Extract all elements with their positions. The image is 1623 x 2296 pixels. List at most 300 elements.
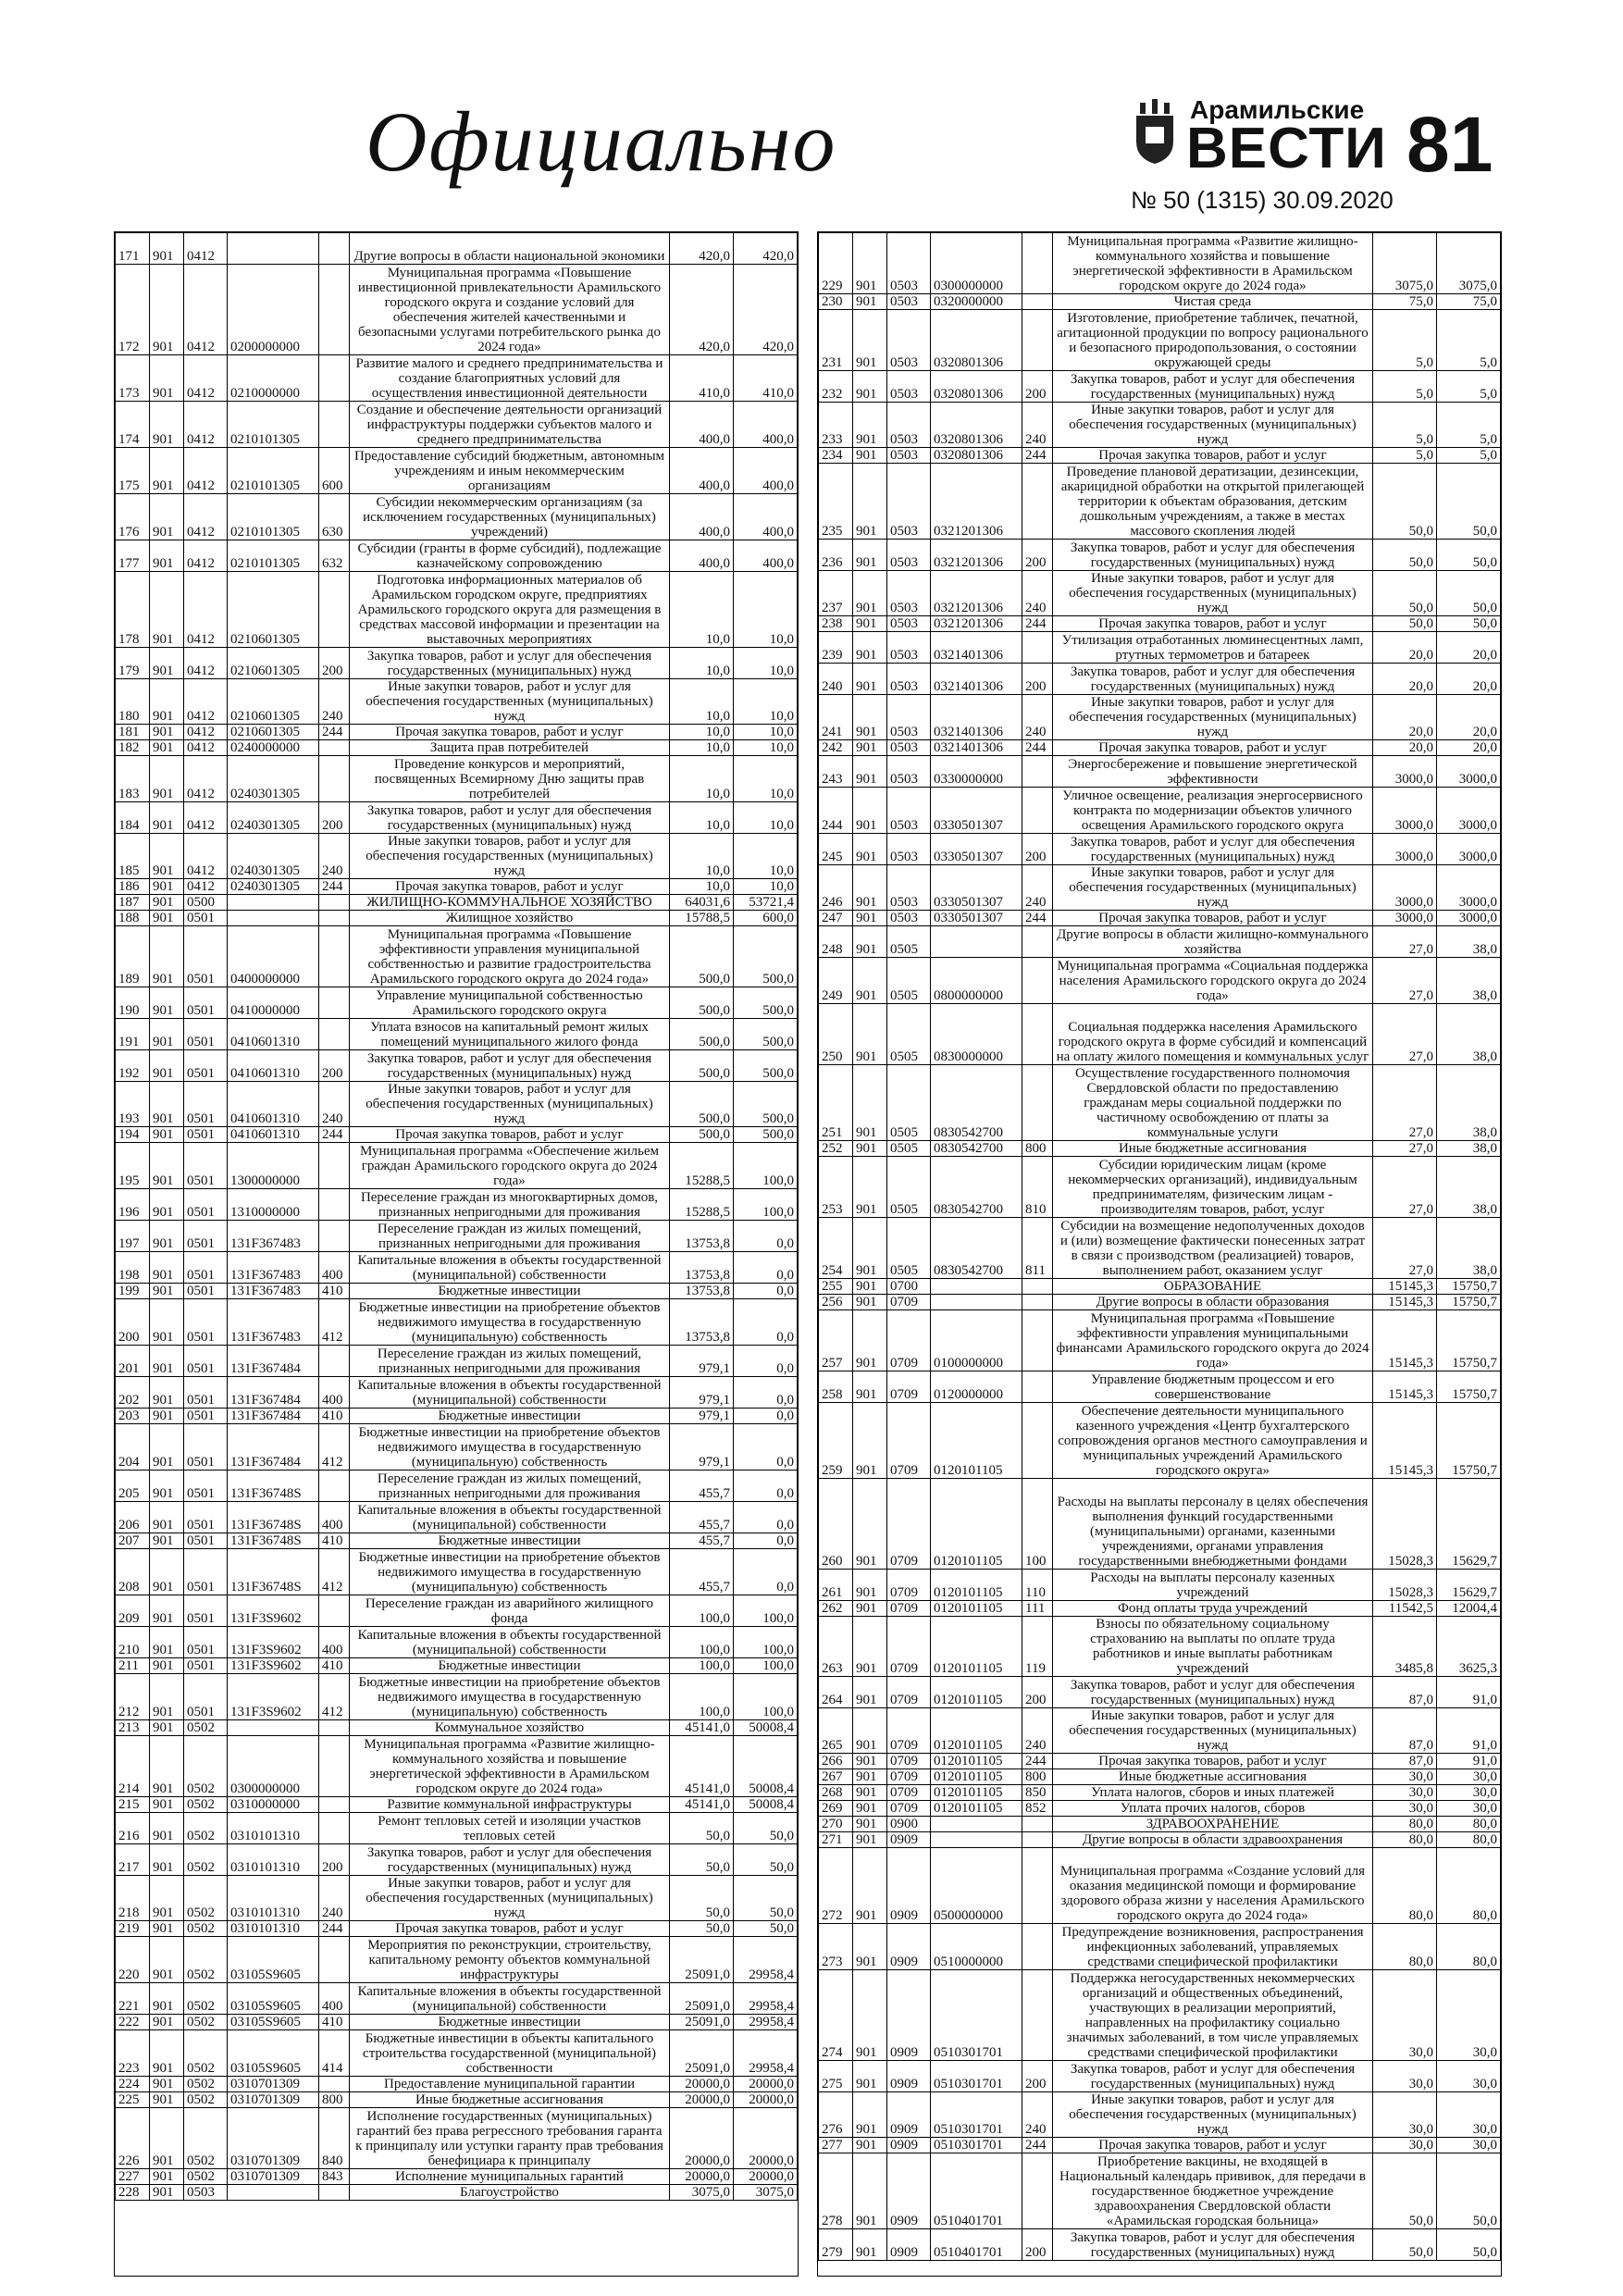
table-row <box>116 1937 798 1983</box>
amount-2021: 5,0 <box>1373 371 1437 403</box>
description: Управление муниципальной собственностью Арамильского городского округа <box>350 987 670 1019</box>
description: Иные закупки товаров, работ и услуг для обеспечения государственных (муниципальных) нужд <box>1053 695 1373 740</box>
amount-2022: 15629,7 <box>1437 1479 1501 1570</box>
amount-2021: 500,0 <box>670 1082 734 1127</box>
amount-2022: 38,0 <box>1437 926 1501 958</box>
table-row <box>116 1346 798 1377</box>
row-number: 171 <box>116 233 150 265</box>
expense-type: 240 <box>319 1082 350 1127</box>
expense-type: 632 <box>319 540 350 572</box>
table-row <box>819 632 1501 664</box>
grbs-code: 901 <box>150 1424 184 1471</box>
table-row <box>116 1502 798 1533</box>
description: Осуществление государственного полномочия Свердловской области по предоставлению гражданам меры социальной поддержки по частичному освобождению от платы за коммунальные услуги <box>1053 1065 1373 1141</box>
target-code: 0410601310 <box>228 1050 319 1082</box>
grbs-code: 901 <box>853 2092 887 2138</box>
amount-2021: 3000,0 <box>1373 834 1437 865</box>
amount-2021: 15145,3 <box>1373 1403 1437 1479</box>
amount-2022: 10,0 <box>734 725 798 740</box>
target-code: 131F36748S <box>228 1549 319 1595</box>
amount-2022: 0,0 <box>734 1299 798 1346</box>
amount-2021: 50,0 <box>670 1844 734 1876</box>
expense-type <box>1022 1310 1053 1371</box>
grbs-code: 901 <box>853 1218 887 1279</box>
amount-2021: 87,0 <box>1373 1677 1437 1708</box>
row-number: 220 <box>116 1937 150 1983</box>
expense-type: 800 <box>1022 1769 1053 1785</box>
row-number: 203 <box>116 1409 150 1424</box>
target-code: 0120101105 <box>931 1601 1022 1617</box>
target-code: 0120101105 <box>931 1570 1022 1601</box>
description: Капитальные вложения в объекты государственной (муниципальной) собственности <box>350 1983 670 2015</box>
description: Социальная поддержка населения Арамильского городского округа в форме субсидий и компенсаций на оплату жилого помещения и коммунальных услуг <box>1053 1004 1373 1065</box>
description: Муниципальная программа «Повышение эффективности управления муниципальными финансами Арамильского городского округа до 2024 года» <box>1053 1310 1373 1371</box>
amount-2021: 10,0 <box>670 802 734 834</box>
target-code: 131F36748S <box>228 1471 319 1502</box>
amount-2021: 25091,0 <box>670 2015 734 2030</box>
target-code: 0321401306 <box>931 740 1022 756</box>
expense-type: 843 <box>319 2169 350 2185</box>
grbs-code: 901 <box>853 1801 887 1817</box>
table-row <box>116 2077 798 2092</box>
table-row <box>116 725 798 740</box>
expense-type: 200 <box>1022 664 1053 695</box>
section-code: 0909 <box>887 1832 931 1848</box>
description: Капитальные вложения в объекты государственной (муниципальной) собственности <box>350 1627 670 1658</box>
table-row <box>819 1769 1501 1785</box>
table-row <box>116 1876 798 1921</box>
description: Переселение граждан из аварийного жилищного фонда <box>350 1595 670 1627</box>
amount-2021: 100,0 <box>670 1595 734 1627</box>
section-code: 0503 <box>887 756 931 788</box>
expense-type: 410 <box>319 1284 350 1299</box>
description: Переселение граждан из жилых помещений, признанных непригодными для проживания <box>350 1221 670 1252</box>
expense-type <box>1022 1817 1053 1832</box>
table-row <box>819 958 1501 1004</box>
grbs-code: 901 <box>150 1720 184 1736</box>
description: Прочая закупка товаров, работ и услуг <box>350 879 670 895</box>
grbs-code: 901 <box>853 233 887 294</box>
amount-2021: 455,7 <box>670 1533 734 1549</box>
target-code: 0330501307 <box>931 911 1022 926</box>
table-row <box>819 788 1501 834</box>
row-number: 249 <box>819 958 853 1004</box>
row-number: 201 <box>116 1346 150 1377</box>
grbs-code: 901 <box>853 1677 887 1708</box>
grbs-code: 901 <box>150 265 184 355</box>
description: Создание и обеспечение деятельности организаций инфраструктуры поддержки субъектов малого и среднего предпринимательства <box>350 402 670 448</box>
section-code: 0501 <box>184 1346 228 1377</box>
table-row <box>819 756 1501 788</box>
amount-2022: 5,0 <box>1437 403 1501 448</box>
amount-2021: 500,0 <box>670 1019 734 1050</box>
row-number: 239 <box>819 632 853 664</box>
grbs-code: 901 <box>853 788 887 834</box>
row-number: 262 <box>819 1601 853 1617</box>
grbs-code: 901 <box>853 1570 887 1601</box>
row-number: 278 <box>819 2153 853 2229</box>
table-row <box>819 1817 1501 1832</box>
amount-2022: 80,0 <box>1437 1817 1501 1832</box>
amount-2022: 600,0 <box>734 911 798 926</box>
target-code: 131F3S9602 <box>228 1627 319 1658</box>
row-number: 174 <box>116 402 150 448</box>
table-row <box>819 1754 1501 1769</box>
section-code: 0505 <box>887 1157 931 1218</box>
amount-2022: 5,0 <box>1437 371 1501 403</box>
expense-type <box>1022 1832 1053 1848</box>
grbs-code: 901 <box>150 1377 184 1409</box>
amount-2021: 50,0 <box>1373 2229 1437 2261</box>
amount-2021: 45141,0 <box>670 1720 734 1736</box>
table-row <box>116 448 798 494</box>
target-code: 0300000000 <box>228 1736 319 1797</box>
table-row <box>819 2153 1501 2229</box>
grbs-code: 901 <box>150 1797 184 1813</box>
table-row <box>819 911 1501 926</box>
description: Переселение граждан из жилых помещений, признанных непригодными для проживания <box>350 1346 670 1377</box>
row-number: 214 <box>116 1736 150 1797</box>
amount-2022: 100,0 <box>734 1627 798 1658</box>
table-row <box>116 1658 798 1674</box>
section-title: Официально <box>365 94 837 189</box>
description: Другие вопросы в области национальной экономики <box>350 233 670 265</box>
amount-2022: 50,0 <box>1437 571 1501 616</box>
section-code: 0502 <box>184 2108 228 2169</box>
section-code: 0502 <box>184 2077 228 2092</box>
row-number: 193 <box>116 1082 150 1127</box>
table-row <box>819 310 1501 371</box>
table-row <box>819 448 1501 464</box>
row-number: 270 <box>819 1817 853 1832</box>
table-row <box>116 679 798 725</box>
table-row <box>819 464 1501 540</box>
target-code: 131F3S9602 <box>228 1595 319 1627</box>
table-row <box>116 1549 798 1595</box>
amount-2021: 10,0 <box>670 834 734 879</box>
row-number: 238 <box>819 616 853 632</box>
expense-type: 400 <box>319 1502 350 1533</box>
section-code: 0709 <box>887 1677 931 1708</box>
grbs-code: 901 <box>150 2077 184 2092</box>
amount-2022: 20,0 <box>1437 632 1501 664</box>
expense-type: 800 <box>319 2092 350 2108</box>
amount-2021: 10,0 <box>670 756 734 802</box>
grbs-code: 901 <box>150 1533 184 1549</box>
amount-2022: 29958,4 <box>734 2015 798 2030</box>
table-row <box>116 1627 798 1658</box>
grbs-code: 901 <box>853 1371 887 1403</box>
grbs-code: 901 <box>150 1674 184 1720</box>
amount-2021: 10,0 <box>670 725 734 740</box>
section-code: 0503 <box>887 911 931 926</box>
grbs-code: 901 <box>150 879 184 895</box>
expense-type: 630 <box>319 494 350 540</box>
row-number: 225 <box>116 2092 150 2108</box>
brand-big: ВЕСТИ <box>1186 117 1387 180</box>
amount-2022: 15750,7 <box>1437 1295 1501 1310</box>
expense-type: 119 <box>1022 1617 1053 1677</box>
amount-2021: 400,0 <box>670 494 734 540</box>
section-code: 0503 <box>887 540 931 571</box>
table-row <box>819 1065 1501 1141</box>
expense-type: 200 <box>1022 371 1053 403</box>
row-number: 264 <box>819 1677 853 1708</box>
description: Фонд оплаты труда учреждений <box>1053 1601 1373 1617</box>
grbs-code: 901 <box>853 926 887 958</box>
grbs-code: 901 <box>853 1617 887 1677</box>
amount-2022: 3000,0 <box>1437 911 1501 926</box>
expense-type: 200 <box>1022 834 1053 865</box>
table-row <box>116 2030 798 2077</box>
amount-2021: 80,0 <box>1373 1832 1437 1848</box>
expense-type: 200 <box>1022 540 1053 571</box>
grbs-code: 901 <box>150 1284 184 1299</box>
row-number: 248 <box>819 926 853 958</box>
amount-2021: 10,0 <box>670 740 734 756</box>
table-row <box>819 1218 1501 1279</box>
amount-2021: 500,0 <box>670 1050 734 1082</box>
table-row <box>116 1252 798 1284</box>
amount-2022: 10,0 <box>734 802 798 834</box>
expense-type <box>319 1143 350 1189</box>
section-code: 0700 <box>887 1279 931 1295</box>
expense-type <box>319 1346 350 1377</box>
section-code: 0503 <box>887 664 931 695</box>
table-row <box>116 1019 798 1050</box>
amount-2021: 64031,6 <box>670 895 734 911</box>
table-row <box>819 1924 1501 1970</box>
target-code: 0310101310 <box>228 1921 319 1937</box>
section-code: 0412 <box>184 402 228 448</box>
amount-2021: 20000,0 <box>670 2092 734 2108</box>
description: Закупка товаров, работ и услуг для обеспечения государственных (муниципальных) нужд <box>1053 1677 1373 1708</box>
amount-2021: 3000,0 <box>1373 911 1437 926</box>
amount-2022: 400,0 <box>734 448 798 494</box>
grbs-code: 901 <box>853 958 887 1004</box>
description: Иные закупки товаров, работ и услуг для обеспечения государственных (муниципальных) нужд <box>1053 1708 1373 1754</box>
row-number: 242 <box>819 740 853 756</box>
row-number: 256 <box>819 1295 853 1310</box>
section-code: 0501 <box>184 1658 228 1674</box>
section-code: 0502 <box>184 1876 228 1921</box>
row-number: 187 <box>116 895 150 911</box>
table-row <box>819 1279 1501 1295</box>
target-code: 0240301305 <box>228 834 319 879</box>
grbs-code: 901 <box>853 1769 887 1785</box>
expense-type: 244 <box>1022 911 1053 926</box>
amount-2022: 3000,0 <box>1437 834 1501 865</box>
grbs-code: 901 <box>853 1970 887 2061</box>
table-row <box>819 1785 1501 1801</box>
table-row <box>116 1533 798 1549</box>
row-number: 232 <box>819 371 853 403</box>
table-row <box>819 571 1501 616</box>
target-code: 0240301305 <box>228 756 319 802</box>
table-row <box>116 1813 798 1844</box>
target-code: 131F367483 <box>228 1221 319 1252</box>
grbs-code: 901 <box>150 540 184 572</box>
expense-type: 410 <box>319 1409 350 1424</box>
row-number: 205 <box>116 1471 150 1502</box>
grbs-code: 901 <box>853 571 887 616</box>
amount-2022: 500,0 <box>734 1019 798 1050</box>
target-code: 03105S9605 <box>228 2030 319 2077</box>
table-row <box>116 2185 798 2201</box>
expense-type: 200 <box>319 648 350 679</box>
budget-table-left <box>115 232 798 2201</box>
expense-type: 244 <box>319 879 350 895</box>
row-number: 272 <box>819 1848 853 1924</box>
section-code: 0709 <box>887 1769 931 1785</box>
amount-2021: 10,0 <box>670 679 734 725</box>
expense-type: 200 <box>1022 2229 1053 2261</box>
expense-type: 240 <box>1022 865 1053 911</box>
table-row <box>819 740 1501 756</box>
section-code: 0501 <box>184 1019 228 1050</box>
description: Иные закупки товаров, работ и услуг для обеспечения государственных (муниципальных) нужд <box>1053 403 1373 448</box>
expense-type <box>319 1221 350 1252</box>
grbs-code: 901 <box>853 310 887 371</box>
description: Прочая закупка товаров, работ и услуг <box>1053 2138 1373 2153</box>
grbs-code: 901 <box>150 1844 184 1876</box>
target-code: 131F367484 <box>228 1377 319 1409</box>
amount-2021: 500,0 <box>670 926 734 987</box>
description: Другие вопросы в области здравоохранения <box>1053 1832 1373 1848</box>
description: Другие вопросы в области образования <box>1053 1295 1373 1310</box>
row-number: 188 <box>116 911 150 926</box>
description: Капитальные вложения в объекты государственной (муниципальной) собственности <box>350 1252 670 1284</box>
description: Предоставление муниципальной гарантии <box>350 2077 670 2092</box>
description: Капитальные вложения в объекты государственной (муниципальной) собственности <box>350 1377 670 1409</box>
amount-2021: 27,0 <box>1373 926 1437 958</box>
amount-2022: 80,0 <box>1437 1924 1501 1970</box>
expense-type: 400 <box>319 1377 350 1409</box>
row-number: 254 <box>819 1218 853 1279</box>
row-number: 228 <box>116 2185 150 2201</box>
target-code: 131F367483 <box>228 1252 319 1284</box>
description: Закупка товаров, работ и услуг для обеспечения государственных (муниципальных) нужд <box>350 648 670 679</box>
expense-type: 244 <box>319 725 350 740</box>
row-number: 216 <box>116 1813 150 1844</box>
amount-2021: 50,0 <box>670 1876 734 1921</box>
expense-type: 412 <box>319 1674 350 1720</box>
row-number: 258 <box>819 1371 853 1403</box>
table-row <box>819 834 1501 865</box>
section-code: 0709 <box>887 1617 931 1677</box>
amount-2021: 15788,5 <box>670 911 734 926</box>
section-code: 0501 <box>184 911 228 926</box>
row-number: 236 <box>819 540 853 571</box>
description: Уплата взносов на капитальный ремонт жилых помещений муниципального жилого фонда <box>350 1019 670 1050</box>
section-code: 0503 <box>887 695 931 740</box>
row-number: 274 <box>819 1970 853 2061</box>
grbs-code: 901 <box>853 1708 887 1754</box>
amount-2021: 27,0 <box>1373 1141 1437 1157</box>
expense-type <box>319 2185 350 2201</box>
target-code: 0321201306 <box>931 616 1022 632</box>
row-number: 208 <box>116 1549 150 1595</box>
target-code: 0210601305 <box>228 679 319 725</box>
description: Иные закупки товаров, работ и услуг для обеспечения государственных (муниципальных) нужд <box>350 1082 670 1127</box>
row-number: 269 <box>819 1801 853 1817</box>
amount-2022: 91,0 <box>1437 1677 1501 1708</box>
expense-type: 240 <box>319 834 350 879</box>
expense-type <box>1022 1279 1053 1295</box>
section-code: 0502 <box>184 1937 228 1983</box>
table-row <box>116 2092 798 2108</box>
row-number: 240 <box>819 664 853 695</box>
amount-2021: 30,0 <box>1373 1769 1437 1785</box>
row-number: 189 <box>116 926 150 987</box>
table-row <box>116 1299 798 1346</box>
newspaper-logo <box>1131 95 1623 225</box>
table-row <box>116 1720 798 1736</box>
expense-type <box>1022 756 1053 788</box>
grbs-code: 901 <box>853 1924 887 1970</box>
expense-type: 100 <box>1022 1479 1053 1570</box>
row-number: 199 <box>116 1284 150 1299</box>
description: Иные бюджетные ассигнования <box>1053 1769 1373 1785</box>
section-code: 0909 <box>887 1970 931 2061</box>
amount-2022: 500,0 <box>734 1127 798 1143</box>
table-row <box>819 1371 1501 1403</box>
description: Прочая закупка товаров, работ и услуг <box>1053 740 1373 756</box>
target-code <box>228 911 319 926</box>
amount-2022: 0,0 <box>734 1533 798 1549</box>
expense-type <box>319 926 350 987</box>
section-code: 0503 <box>887 403 931 448</box>
section-code: 0900 <box>887 1817 931 1832</box>
amount-2022: 38,0 <box>1437 958 1501 1004</box>
target-code <box>931 926 1022 958</box>
section-code: 0502 <box>184 1736 228 1797</box>
grbs-code: 901 <box>853 294 887 310</box>
target-code: 0120101105 <box>931 1801 1022 1817</box>
expense-type <box>319 265 350 355</box>
table-row <box>116 1221 798 1252</box>
grbs-code: 901 <box>150 1595 184 1627</box>
section-code: 0503 <box>887 740 931 756</box>
brand-small: Арамильские <box>1190 95 1365 124</box>
description: Проведение плановой дератизации, дезинсекции, акарицидной обработки на открытой прилегающей территории к объектам образования, детским дошкольным учреждениям, а также в местах массового скопления людей <box>1053 464 1373 540</box>
section-code: 0502 <box>184 2092 228 2108</box>
grbs-code: 901 <box>150 1050 184 1082</box>
description: Бюджетные инвестиции на приобретение объектов недвижимого имущества в государственную (муниципальную) собственность <box>350 1549 670 1595</box>
amount-2022: 50,0 <box>734 1921 798 1937</box>
row-number: 265 <box>819 1708 853 1754</box>
section-code: 0501 <box>184 1252 228 1284</box>
description: Закупка товаров, работ и услуг для обеспечения государственных (муниципальных) нужд <box>1053 2229 1373 2261</box>
expense-type: 600 <box>319 448 350 494</box>
amount-2022: 80,0 <box>1437 1848 1501 1924</box>
section-code: 0412 <box>184 802 228 834</box>
target-code <box>228 233 319 265</box>
page-header <box>0 0 1623 213</box>
description: Иные закупки товаров, работ и услуг для обеспечения государственных (муниципальных) нужд <box>1053 865 1373 911</box>
row-number: 276 <box>819 2092 853 2138</box>
target-code: 0321401306 <box>931 664 1022 695</box>
section-code: 0412 <box>184 355 228 402</box>
left-column <box>114 231 799 2277</box>
expense-type: 852 <box>1022 1801 1053 1817</box>
expense-type <box>1022 2153 1053 2229</box>
amount-2021: 3075,0 <box>1373 233 1437 294</box>
row-number: 185 <box>116 834 150 879</box>
table-row <box>116 802 798 834</box>
amount-2022: 29958,4 <box>734 1937 798 1983</box>
description: Иные закупки товаров, работ и услуг для обеспечения государственных (муниципальных) нужд <box>1053 571 1373 616</box>
